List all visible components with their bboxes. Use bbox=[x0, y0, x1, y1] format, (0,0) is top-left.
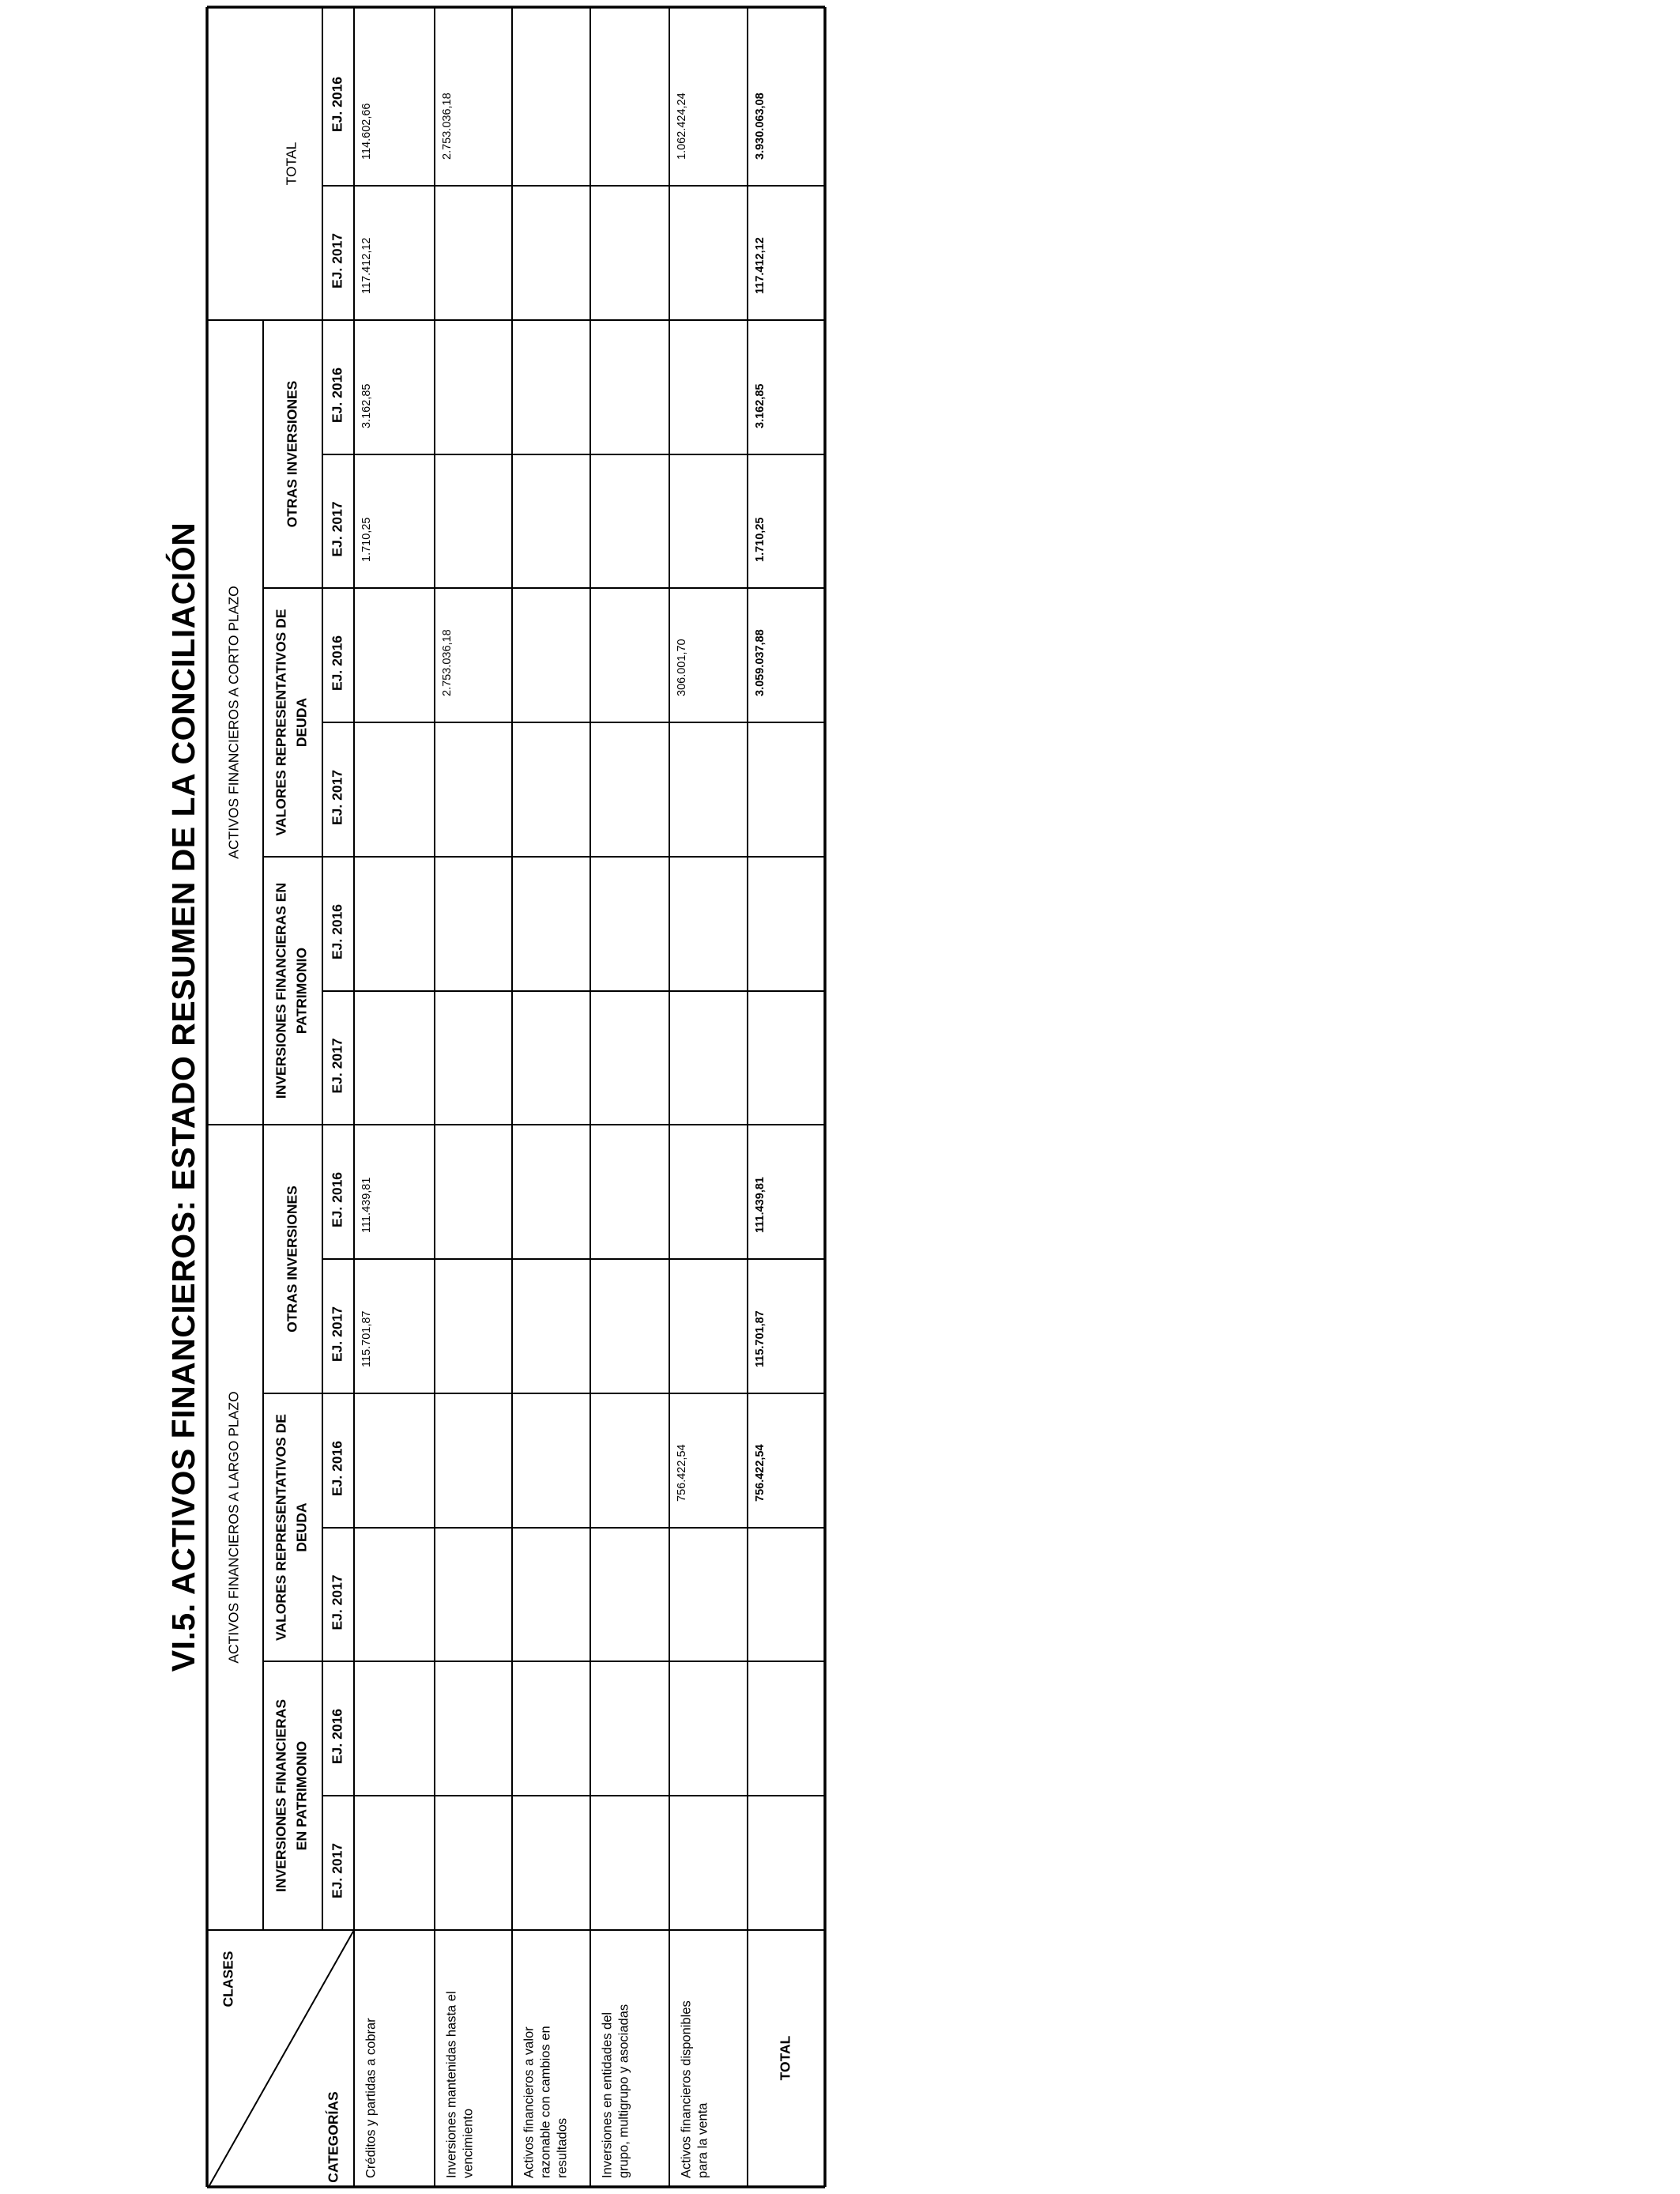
row-category-label: vencimiento bbox=[461, 2108, 476, 2178]
year-label: EJ. 2017 bbox=[329, 1038, 345, 1094]
year-label: EJ. 2017 bbox=[329, 1306, 345, 1363]
total-cell-value: 117.412,12 bbox=[753, 237, 767, 294]
year-label: EJ. 2016 bbox=[329, 635, 345, 692]
group-label: TOTAL bbox=[283, 141, 299, 186]
year-label: EJ. 2016 bbox=[329, 1708, 345, 1765]
total-cell-value: 115.701,87 bbox=[753, 1310, 767, 1367]
cell-value: 1.062.424,24 bbox=[675, 92, 688, 160]
row-category-label: razonable con cambios en bbox=[538, 2026, 553, 2178]
row-category-label: Inversiones en entidades del bbox=[600, 2011, 615, 2178]
year-label: EJ. 2017 bbox=[329, 1842, 345, 1899]
row-category-label: Inversiones mantenidas hasta el bbox=[444, 1991, 459, 2178]
cell-value: 3.162,85 bbox=[360, 383, 373, 428]
subgroup-label: OTRAS INVERSIONES bbox=[284, 380, 300, 528]
year-label: EJ. 2017 bbox=[329, 769, 345, 826]
total-cell-value: 111.439,81 bbox=[753, 1177, 767, 1233]
cell-value: 2.753.036,18 bbox=[440, 92, 454, 160]
cell-value: 756.422,54 bbox=[675, 1444, 688, 1502]
year-label: EJ. 2016 bbox=[329, 76, 345, 133]
cell-value: 111.439,81 bbox=[360, 1177, 373, 1233]
total-cell-value: 1.710,25 bbox=[753, 517, 767, 562]
subgroup-label: DEUDA bbox=[293, 1502, 310, 1552]
year-label: EJ. 2017 bbox=[329, 501, 345, 557]
group-label: ACTIVOS FINANCIEROS A CORTO PLAZO bbox=[225, 586, 242, 859]
year-label: EJ. 2017 bbox=[329, 232, 345, 289]
subgroup-label: PATRIMONIO bbox=[293, 947, 310, 1035]
year-label: EJ. 2016 bbox=[329, 1171, 345, 1228]
subgroup-label: OTRAS INVERSIONES bbox=[284, 1186, 300, 1333]
cell-value: 2.753.036,18 bbox=[440, 629, 454, 696]
row-category-label: resultados bbox=[555, 2117, 570, 2178]
subgroup-label: VALORES REPRESENTATIVOS DE bbox=[273, 609, 289, 836]
cell-value: 306.001,70 bbox=[675, 639, 688, 696]
total-cell-value: 756.422,54 bbox=[753, 1444, 767, 1502]
cell-value: 114.602,66 bbox=[360, 103, 373, 160]
subgroup-label: DEUDA bbox=[293, 697, 310, 748]
subgroup-label: VALORES REPRESENTATIVOS DE bbox=[273, 1414, 289, 1641]
year-label: EJ. 2016 bbox=[329, 367, 345, 424]
corner-label-categorias: CATEGORÍAS bbox=[325, 2091, 341, 2183]
page-title: VI.5. ACTIVOS FINANCIEROS: ESTADO RESUMEN DE LA CONCILIACIÓN bbox=[165, 522, 202, 1672]
year-label: EJ. 2016 bbox=[329, 903, 345, 960]
cell-value: 117.412,12 bbox=[360, 237, 373, 294]
subgroup-label: EN PATRIMONIO bbox=[293, 1740, 310, 1851]
cell-value: 115.701,87 bbox=[360, 1310, 373, 1367]
total-row-label: TOTAL bbox=[777, 2035, 793, 2081]
year-label: EJ. 2017 bbox=[329, 1574, 345, 1630]
cell-value: 1.710,25 bbox=[360, 517, 373, 562]
row-category-label: Activos financieros a valor bbox=[522, 2026, 537, 2178]
total-cell-value: 3.930.063,08 bbox=[753, 92, 767, 160]
year-label: EJ. 2016 bbox=[329, 1440, 345, 1497]
total-cell-value: 3.162,85 bbox=[753, 383, 767, 428]
corner-label-clases: CLASES bbox=[220, 1951, 236, 2007]
subgroup-label: INVERSIONES FINANCIERAS EN bbox=[273, 882, 289, 1099]
group-label: ACTIVOS FINANCIEROS A LARGO PLAZO bbox=[225, 1391, 242, 1664]
row-category-label: Créditos y partidas a cobrar bbox=[363, 2018, 379, 2178]
total-cell-value: 3.059.037,88 bbox=[753, 629, 767, 696]
row-category-label: Activos financieros disponibles bbox=[679, 2000, 694, 2178]
row-category-label: para la venta bbox=[695, 2102, 710, 2178]
subgroup-label: INVERSIONES FINANCIERAS bbox=[273, 1698, 289, 1893]
row-category-label: grupo, multigrupo y asociadas bbox=[616, 2004, 631, 2178]
